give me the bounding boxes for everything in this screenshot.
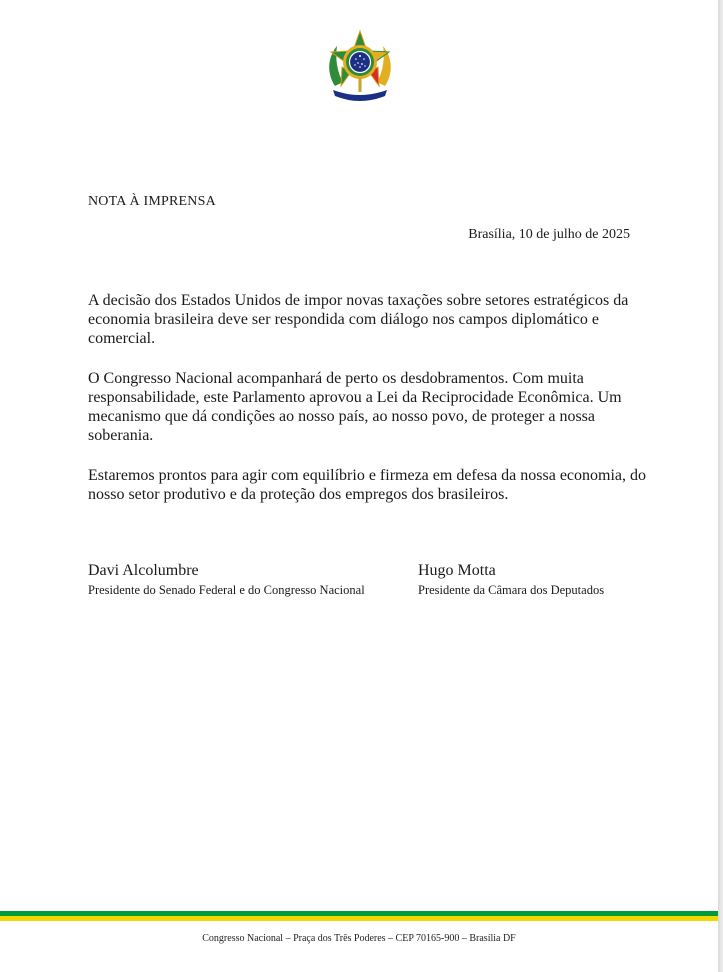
brazil-coat-of-arms-icon (325, 28, 395, 104)
signature-block-senate (88, 562, 365, 598)
signer-role: Presidente da Câmara dos Deputados (418, 583, 605, 597)
note-title: NOTA À IMPRENSA (88, 194, 216, 209)
footer-stripe-yellow (0, 916, 718, 921)
paragraph-1: A decisão dos Estados Unidos de impor novas taxações sobre setores estratégicos da economia brasileira deve ser respondida com diálogo nos campos diplomático e comercial. (88, 292, 629, 347)
note-date: Brasília, 10 de julho de 2025 (468, 227, 630, 242)
signature-block-chamber (418, 562, 604, 598)
signer-name: Hugo Motta (418, 562, 496, 579)
signer-role: Presidente do Senado Federal e do Congresso Nacional (88, 583, 365, 597)
paragraph-3: Estaremos prontos para agir com equilíbrio e firmeza em defesa da nossa economia, do nosso setor produtivo e da proteção dos empregos dos brasileiros. (88, 467, 647, 503)
paragraph-2: O Congresso Nacional acompanhará de perto os desdobramentos. Com muita responsabilidade, este Parlamento aprovou a Lei da Reciprocidade Econômica. Um mecanismo que dá condições ao nosso país, ao nosso povo, de proteger a nossa soberania. (88, 370, 622, 444)
footer-address: Congresso Nacional – Praça dos Três Poderes – CEP 70165-900 – Brasília DF (202, 933, 516, 944)
signer-name: Davi Alcolumbre (88, 562, 199, 579)
page-edge-shadow (718, 0, 723, 972)
